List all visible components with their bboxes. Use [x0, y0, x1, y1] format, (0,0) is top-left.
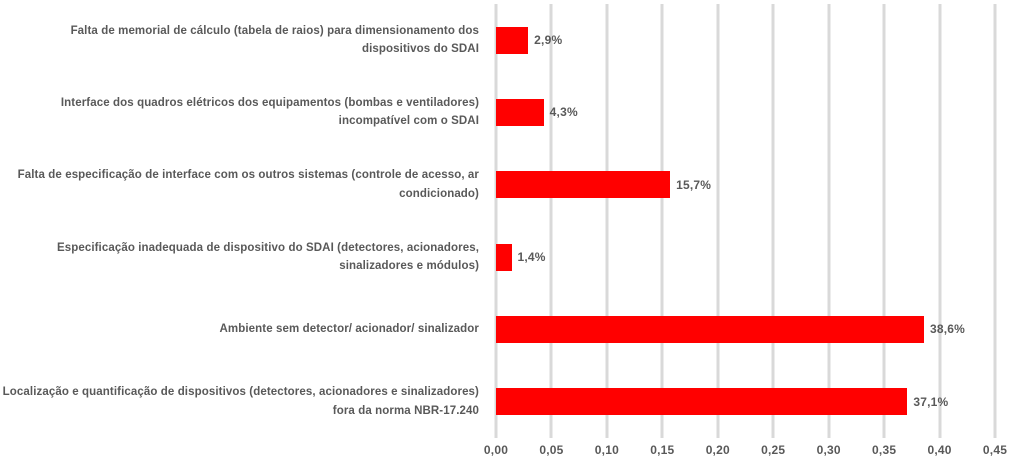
bar-row: [496, 4, 995, 76]
category-row: [0, 221, 486, 293]
category-label: Especificação inadequada de dispositivo do SDAI (detectores, acionadores, sinalizadores e módulos): [56, 241, 479, 273]
bar-row: [496, 366, 995, 438]
category-row: [0, 4, 486, 76]
category-row: [0, 149, 486, 221]
category-row: [0, 293, 486, 365]
bar-row: [496, 76, 995, 148]
value-label: 1,4%: [517, 250, 546, 265]
x-tick-label: 0,20: [705, 443, 730, 457]
x-tick-label: 0,25: [761, 443, 786, 457]
x-axis: [483, 443, 1008, 463]
bar-row: [496, 221, 995, 293]
category-label: Localização e quantificação de dispositivos (detectores, acionadores e sinalizadores) fora da norma NBR-17.240: [2, 386, 479, 417]
value-label: 37,1%: [913, 394, 949, 409]
category-row: [0, 76, 486, 148]
value-label: 2,9%: [534, 33, 563, 48]
bar: [496, 388, 907, 415]
plot-area: [496, 4, 995, 438]
x-tick-label: 0,15: [650, 443, 675, 457]
bar-row: [496, 293, 995, 365]
value-label: 38,6%: [930, 322, 966, 337]
bar-row: [496, 149, 995, 221]
category-label: Ambiente sem detector/ acionador/ sinalizador: [219, 323, 479, 336]
x-tick-label: 0,30: [816, 443, 841, 457]
category-label: Interface dos quadros elétricos dos equipamentos (bombas e ventiladores) incompatível com o SDAI: [60, 97, 479, 128]
x-tick-label: 0,05: [539, 443, 564, 457]
value-label: 4,3%: [549, 105, 578, 120]
bar: [496, 244, 512, 271]
x-tick-label: 0,35: [872, 443, 897, 457]
category-label: Falta de memorial de cálculo (tabela de raios) para dimensionamento dos dispositivos do SDAI: [70, 24, 479, 56]
bar: [496, 171, 670, 198]
category-label: Falta de especificação de interface com os outros sistemas (controle de acesso, ar condicionado): [17, 169, 479, 200]
x-tick-label: 0,45: [982, 443, 1008, 457]
category-axis: [0, 4, 486, 438]
value-label: 15,7%: [676, 177, 712, 192]
x-tick-label: 0,40: [927, 443, 952, 457]
x-tick-label: 0,00: [483, 443, 509, 457]
bar: [496, 27, 528, 54]
bar: [496, 316, 924, 343]
category-row: [0, 366, 486, 438]
bar: [496, 99, 544, 126]
bar-rows: [496, 4, 995, 438]
x-tick-label: 0,10: [594, 443, 619, 457]
